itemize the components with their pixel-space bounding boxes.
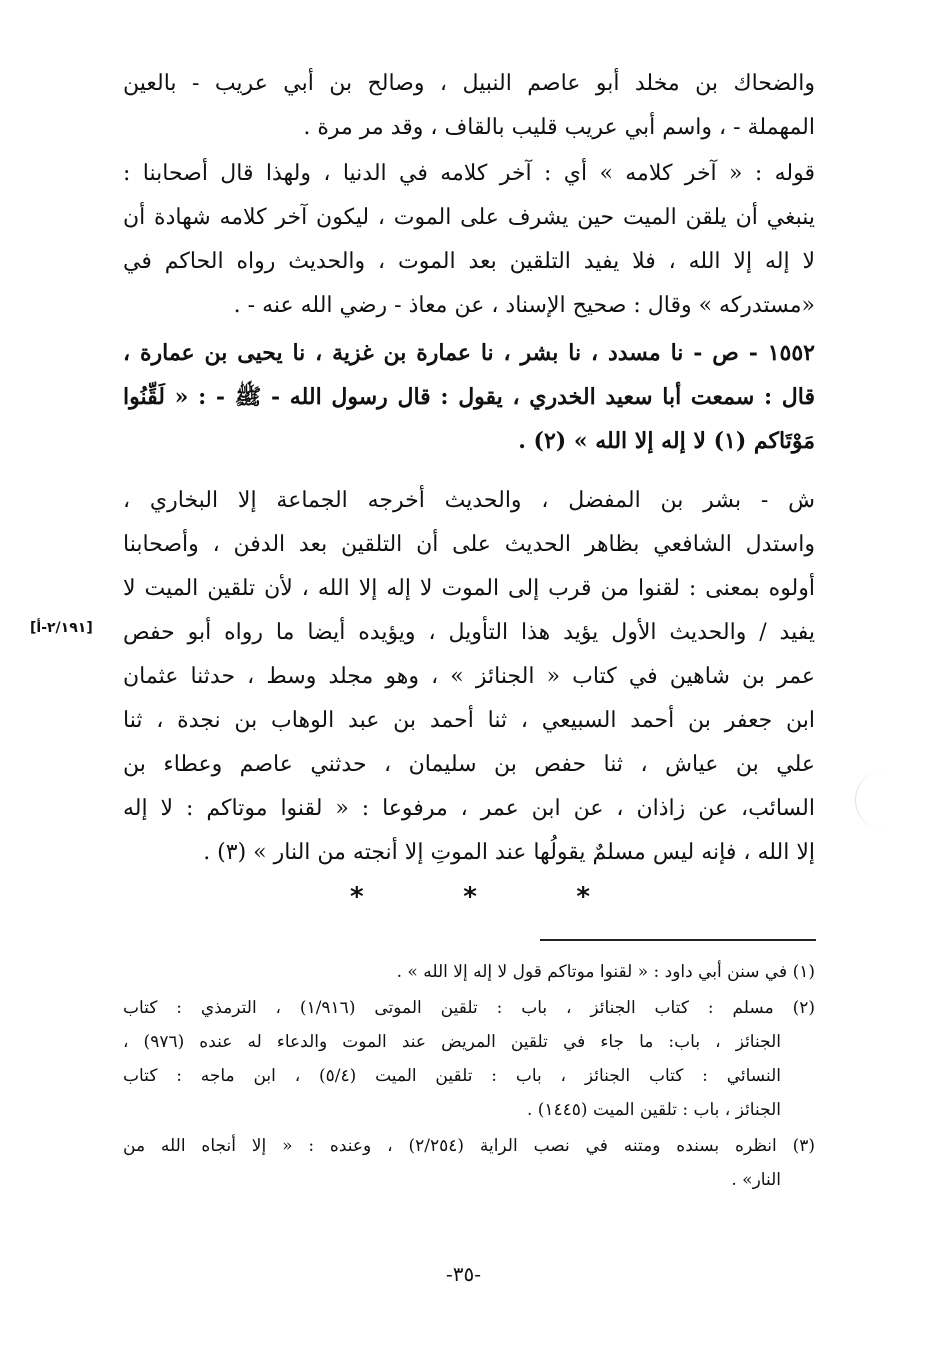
separator-star: * bbox=[576, 882, 590, 912]
footnote-divider bbox=[540, 939, 816, 941]
text-line: ١٥٥٢ - ص - نا مسدد ، نا بشر ، نا عمارة بن غزية ، نا يحيى بن عمارة ، bbox=[123, 340, 815, 366]
footnote-line: (٢) مسلم : كتاب الجنائز ، باب : تلقين الموتى (١/٩١٦) ، الترمذي : كتاب bbox=[123, 998, 815, 1018]
footnote-line: (١) في سنن أبي داود : « لقنوا موتاكم قول لا إله إلا الله » . bbox=[396, 962, 815, 982]
text-line: والضحاك بن مخلد أبو عاصم النبيل ، وصالح بن أبي عريب - بالعين bbox=[123, 71, 815, 96]
text-line: واستدل الشافعي بظاهر الحديث على أن التلقين بعد الدفن ، وأصحابنا bbox=[123, 532, 815, 557]
footnote-1 bbox=[123, 955, 815, 989]
footnotes bbox=[123, 955, 815, 1197]
section-separator bbox=[350, 882, 590, 912]
footnote-line: الجنائز ، باب: ما جاء في تلقين المريض عند الموت والدعاء له عنده (٩٧٦) ، bbox=[123, 1032, 781, 1052]
text-line: عمر بن شاهين في كتاب « الجنائز » ، وهو مجلد وسط ، حدثنا عثمان bbox=[123, 664, 815, 689]
paragraph-1 bbox=[123, 62, 815, 150]
text-line: قال : سمعت أبا سعيد الخدري ، يقول : قال رسول الله - ﷺ - : « لَقِّنُوا bbox=[123, 384, 815, 410]
footnote-2 bbox=[123, 991, 815, 1127]
text-line: المهملة - ، واسم أبي عريب قليب بالقاف ، وقد مر مرة . bbox=[303, 115, 815, 140]
paragraph-2 bbox=[123, 152, 815, 328]
text-line: ابن جعفر بن أحمد السبيعي ، ثنا أحمد بن عبد الوهاب بن نجدة ، ثنا bbox=[123, 708, 815, 733]
separator-star: * bbox=[350, 882, 364, 912]
scan-artifact bbox=[855, 770, 916, 830]
footnote-line: (٣) انظره بسنده ومتنه في نصب الراية (٢/٢٥٤) ، وعنده : « إلا أنجاه الله من bbox=[123, 1136, 815, 1156]
text-line: لا إله إلا الله ، فلا يفيد التلقين بعد الموت ، والحديث رواه الحاكم في bbox=[123, 249, 815, 274]
text-line: مَوْتَاكم (١) لا إله إلا الله » (٢) . bbox=[518, 428, 815, 454]
text-line: أولوه بمعنى : لقنوا من قرب إلى الموت لا إله إلا الله ، لأن تلقين الميت لا bbox=[123, 576, 815, 601]
page-number: -٣٥- bbox=[445, 1262, 481, 1286]
main-text bbox=[123, 0, 815, 900]
text-line: ينبغي أن يلقن الميت حين يشرف على الموت ، ليكون آخر كلامه شهادة أن bbox=[123, 205, 815, 230]
text-line: يفيد / والحديث الأول يؤيد هذا التأويل ، ويؤيده أيضا ما رواه أبو حفص bbox=[123, 620, 815, 645]
separator-star: * bbox=[463, 882, 477, 912]
commentary-paragraph bbox=[123, 479, 815, 875]
footnote-3 bbox=[123, 1129, 815, 1197]
text-line: إلا الله ، فإنه ليس مسلمٌ يقولُها عند الموتِ إلا أنجته من النار » (٣) . bbox=[203, 840, 815, 865]
footnote-line: الجنائز ، باب : تلقين الميت (١٤٤٥) . bbox=[526, 1100, 781, 1120]
manuscript-margin-reference: [٢/١٩١-أ] bbox=[30, 620, 93, 636]
footnote-line: النار» . bbox=[731, 1170, 781, 1190]
text-line: السائب، عن زاذان ، عن ابن عمر ، مرفوعا : « لقنوا موتاكم : لا إله bbox=[123, 796, 815, 821]
text-line: ش - بشر بن المفضل ، والحديث أخرجه الجماعة إلا البخاري ، bbox=[123, 488, 815, 513]
hadith-paragraph bbox=[123, 331, 815, 463]
text-line: «مستدركه » وقال : صحيح الإسناد ، عن معاذ - رضي الله عنه - . bbox=[233, 293, 815, 318]
footnote-line: النسائي : كتاب الجنائز ، باب : تلقين الميت (٥/٤) ، ابن ماجه : كتاب bbox=[123, 1066, 781, 1086]
text-line: قوله : « آخر كلامه » أي : آخر كلامه في الدنيا ، ولهذا قال أصحابنا : bbox=[123, 161, 815, 186]
text-line: علي بن عياش ، ثنا حفص بن سليمان ، حدثني عاصم وعطاء بن bbox=[123, 752, 815, 777]
